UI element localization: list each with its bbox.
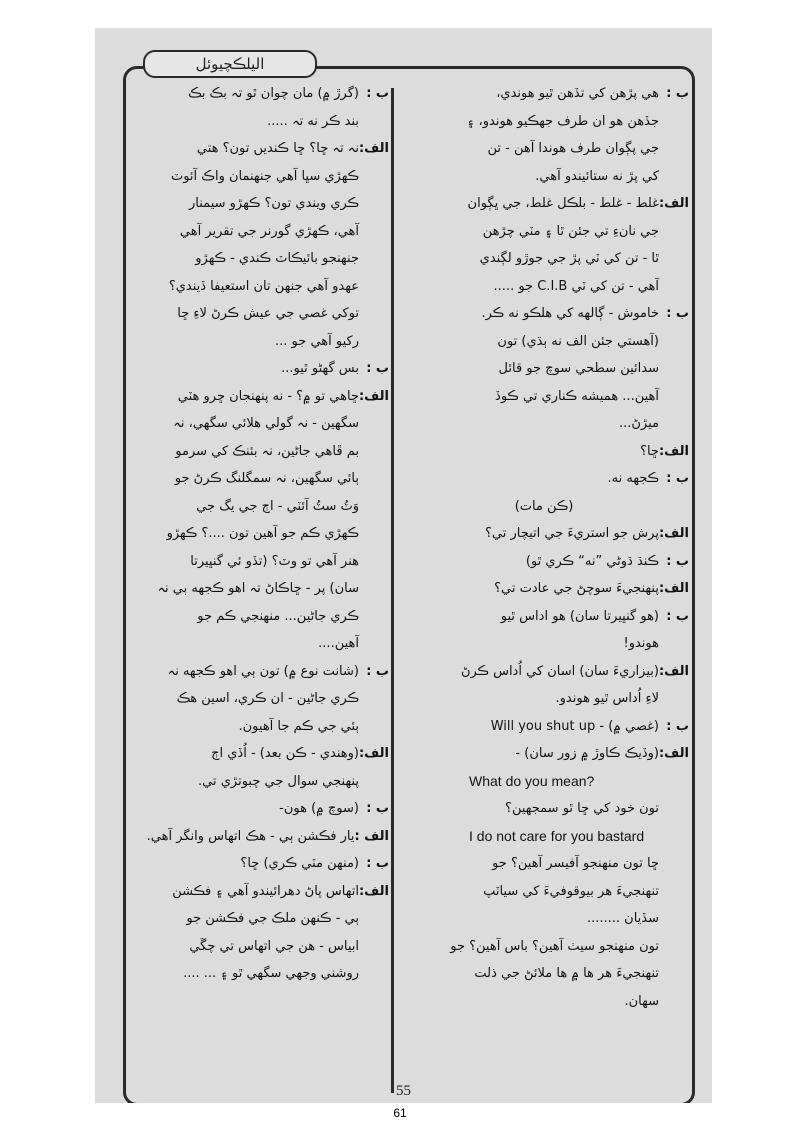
text-line <box>399 850 689 878</box>
text-line <box>399 383 689 411</box>
text-line <box>127 383 389 411</box>
text-line <box>127 245 389 273</box>
text-line <box>127 355 389 383</box>
text-line <box>399 438 689 466</box>
line-text: لاءِ اُداس ٿيو هوندو. <box>555 691 659 706</box>
line-text: جي نانءِ تي جئن ٿا ۽ مٽي چڙهن <box>482 223 659 239</box>
line-text: (وهندي - ڪن بعد) - اُڏي اڄ <box>211 746 359 761</box>
text-line <box>127 905 389 933</box>
line-text: تون منهنجو سيٺ آهين؟ باس آهين؟ جو <box>450 938 659 954</box>
line-text: ڇا؟ <box>640 443 659 459</box>
line-text: روشني وجهي سگهي ٿو ۽ ... .... <box>183 966 359 981</box>
left-column <box>127 80 389 988</box>
text-line <box>127 658 389 686</box>
line-text: ٻئي جي ڪم جا آهيون. <box>238 718 359 734</box>
speaker-label: الف: <box>358 746 389 761</box>
text-line <box>399 328 689 356</box>
line-text: آهين.... <box>318 636 359 651</box>
text-line <box>399 603 689 631</box>
column-divider <box>391 88 394 1093</box>
text-line <box>399 878 689 906</box>
text-line <box>127 768 389 796</box>
text-line <box>127 108 389 136</box>
text-line <box>399 355 689 383</box>
text-line <box>127 80 389 108</box>
line-text: يار فڪشن ٻي - هڪ اتهاس وانگر آهي. <box>146 828 355 844</box>
text-line <box>127 438 389 466</box>
text-line <box>399 768 689 796</box>
speaker-label: الف: <box>658 663 689 679</box>
line-text: تنهنجيءَ هر ها ۾ ها ملائڻ جي ذلت <box>474 966 659 981</box>
line-text: سهان. <box>624 993 659 1009</box>
text-line <box>127 630 389 658</box>
line-text: رکيو آهي جو ... <box>275 333 359 349</box>
text-line <box>399 548 689 576</box>
text-line <box>399 190 689 218</box>
text-line <box>127 603 389 631</box>
text-line <box>127 520 389 548</box>
text-line <box>127 575 389 603</box>
line-text: سدائين سطحي سوچ جو قائل <box>498 361 659 376</box>
line-text: آهي، ڪهڙي گورنر جي تقرير آهي <box>179 223 359 239</box>
text-line <box>127 135 389 163</box>
line-text: ڪهڙي سڀا آهي جنهنمان واڪ آئوٽ <box>170 168 359 184</box>
text-line <box>399 933 689 961</box>
speaker-label: ب : <box>666 608 689 624</box>
text-line <box>399 80 689 108</box>
line-text: سڏيان ........ <box>586 911 659 926</box>
text-line <box>399 273 689 301</box>
line-text: ڪنڌ ڌوڻي ”نه“ ڪري ٿو) <box>525 553 659 569</box>
text-line <box>127 878 389 906</box>
line-text: هنر آهي تو وٽ؟ (تڏو ئي گنڀيرتا <box>190 553 359 569</box>
text-line <box>127 163 389 191</box>
text-line <box>399 163 689 191</box>
line-text: ڇاهي تو ۾؟ - نه پنهنجان ڇرو هٽي <box>177 388 359 404</box>
text-line <box>399 823 689 851</box>
line-text: توکي غصي جي عيش ڪرڻ لاءِ ڇا <box>177 306 359 321</box>
line-text: ڪهڙي ڪم جو آهين تون ....؟ ڪهڙو <box>166 526 359 541</box>
text-line <box>127 960 389 988</box>
text-line <box>399 658 689 686</box>
text-line <box>399 960 689 988</box>
speaker-label: ب : <box>366 663 389 679</box>
line-text: آهين... هميشه ڪناري تي ڪوڏ <box>495 388 659 404</box>
speaker-label: الف: <box>358 388 389 404</box>
line-text: هي پڙهن کي تڏهن ٿيو هوندي، <box>496 86 659 101</box>
speaker-label: ب : <box>666 306 689 321</box>
line-text: (منهن مٽي ڪري) ڇا؟ <box>240 856 359 871</box>
line-text: آهي - تن کي ٽي C.I.B جو ..... <box>493 278 659 294</box>
text-line <box>399 245 689 273</box>
speaker-label: الف: <box>358 883 389 899</box>
line-text: تنهنجيءَ هر بيوقوفيءَ کي سياٽپ <box>483 883 659 899</box>
line-text: (بيزاريءَ سان) اسان کي اُداس ڪرڻ <box>460 663 659 679</box>
speaker-label: ب : <box>366 361 389 376</box>
line-text: وَٽُ سٽُ آئٽي - اڄ جي يگ جي <box>196 498 359 514</box>
speaker-label: ب : <box>366 86 389 101</box>
speaker-label: ب : <box>666 718 689 734</box>
line-text: سگهين - نہ گولي هلائي سگهي، نہ <box>173 416 359 431</box>
text-line <box>399 630 689 658</box>
text-line <box>399 493 689 521</box>
line-text: هوندو! <box>623 636 659 651</box>
line-text: عهدو آهي جنهن تان استعيفا ڏيندي؟ <box>168 278 359 294</box>
text-line <box>127 795 389 823</box>
speaker-label: الف: <box>658 196 689 211</box>
text-line <box>399 685 689 713</box>
text-line <box>127 823 389 851</box>
text-line <box>399 465 689 493</box>
line-text: (سوچ ۾) هون- <box>279 801 359 816</box>
text-line <box>127 218 389 246</box>
speaker-label: الف: <box>358 141 389 156</box>
line-text: (گرڙ ۾) مان چوان ٿو تہ بڪ بڪ <box>188 86 359 101</box>
speaker-label: الف: <box>658 581 689 596</box>
speaker-label: ب : <box>666 471 689 486</box>
line-text: بند ڪر نه تہ ..... <box>267 113 359 129</box>
print-page-number: 61 <box>393 1106 407 1120</box>
text-line <box>399 410 689 438</box>
line-text: ڪجهه نه. <box>607 471 659 486</box>
text-line <box>127 850 389 878</box>
line-text: اتهاس پاڻ دهرائيندو آهي ۽ فڪشن <box>172 883 359 899</box>
line-text: (هو گنڀيرتا سان) هو اداس ٿيو <box>500 608 659 624</box>
speaker-label: الف: <box>658 526 689 541</box>
text-line <box>127 410 389 438</box>
line-text: کي پڙ نه ستائيندو آهي. <box>535 168 659 184</box>
text-line <box>127 685 389 713</box>
text-line <box>399 575 689 603</box>
line-text: بم ڦاهي جاڻين، نہ بئنڪ کي سرمو <box>175 443 359 459</box>
line-text: ڪري ويندي تون؟ ڪهڙو سيمنار <box>189 196 359 211</box>
speaker-label: ب : <box>366 856 389 871</box>
text-line <box>127 190 389 218</box>
text-line <box>127 465 389 493</box>
line-text: بس گهڻو ٿيو... <box>281 361 359 376</box>
text-line <box>399 218 689 246</box>
text-line <box>399 300 689 328</box>
line-text: ميڙڻ... <box>618 416 659 431</box>
text-line <box>127 548 389 576</box>
line-text: نہ تہ ڇا؟ ڇا ڪنديں تون؟ هتي <box>196 141 359 156</box>
line-text: جڏهن هو ان طرف جهڪيو هوندو، ۽ <box>466 113 659 129</box>
speaker-label: ب : <box>666 553 689 569</box>
text-line <box>399 905 689 933</box>
speaker-label: الف : <box>354 828 389 844</box>
speaker-label: ب : <box>366 801 389 816</box>
text-line <box>399 988 689 1016</box>
line-text: پنهنجي سوال جي چبوتڙي تي. <box>198 773 359 789</box>
page-number: 55 <box>396 1083 411 1099</box>
line-text: ڪري جاڻين - ان ڪري، اسين هڪ <box>176 691 359 706</box>
line-text: I do not care for you bastard <box>469 827 645 844</box>
text-line <box>399 795 689 823</box>
line-text: What do you mean? <box>469 772 595 789</box>
line-text: ڪري جاڻين... منهنجي ڪم جو <box>197 608 359 624</box>
line-text: ٻي - ڪنهن ملڪ جي فڪشن جو <box>186 911 359 926</box>
right-column <box>399 80 689 1015</box>
line-text: خاموش - ڳالهه کي هلڪو نه ڪر. <box>481 306 659 321</box>
text-line <box>399 740 689 768</box>
line-text: جي پڳوان طرف هوندا آهن - تن <box>487 141 659 156</box>
line-text: (آهستي جئن الف نه ٻڌي) تون <box>497 333 659 349</box>
line-text: (غصي ۾) - Will you shut up <box>490 718 659 734</box>
text-line <box>127 933 389 961</box>
line-text: ابياس - هن جي اتهاس تي چڱي <box>189 938 359 954</box>
line-text: تون خود کي ڇا ٿو سمجهين؟ <box>505 801 659 816</box>
text-line <box>399 108 689 136</box>
line-text: ٿا - تن کي ٽي پڙ جي جوڙو لڳندي <box>479 251 659 266</box>
line-text: (ڪن مات) <box>514 498 574 514</box>
text-line <box>127 328 389 356</box>
line-text: ڇا تون منهنجو آفيسر آهين؟ جو <box>492 856 659 871</box>
speaker-label: الف: <box>658 443 689 459</box>
text-line <box>127 300 389 328</box>
text-line <box>127 273 389 301</box>
text-line <box>399 520 689 548</box>
speaker-label: ب : <box>666 86 689 101</box>
line-text: پنهنجيءَ سوچڻ جي عادت تي؟ <box>494 581 659 596</box>
text-line <box>399 135 689 163</box>
line-text: پرش جو استريءَ جي اتيچار تي؟ <box>484 526 659 541</box>
text-line <box>399 713 689 741</box>
line-text: غلط - غلط - بلڪل غلط، جي ڀڳوان <box>467 196 659 211</box>
line-text: (شانت نوع ۾) تون ٻي اهو ڪجهه نہ <box>167 663 359 679</box>
text-line <box>127 740 389 768</box>
text-line <box>127 493 389 521</box>
speaker-label: الف: <box>658 746 689 761</box>
line-text: (وڏيڪ ڪاوڙ ۾ زور سان) - <box>515 746 659 761</box>
line-text: جنهنجو بائيڪاٽ ڪندي - ڪهڙو <box>195 251 359 266</box>
line-text: ٻائي سگهين، نہ سمگلنگ ڪرڻ جو <box>174 471 359 486</box>
running-header: اليلڪچيوئل <box>143 50 317 78</box>
line-text: سان) پر - ڇاڪاڻ تہ اهو ڪجهه ٻي نہ <box>157 581 359 596</box>
text-line <box>127 713 389 741</box>
scanned-page <box>95 28 712 1103</box>
